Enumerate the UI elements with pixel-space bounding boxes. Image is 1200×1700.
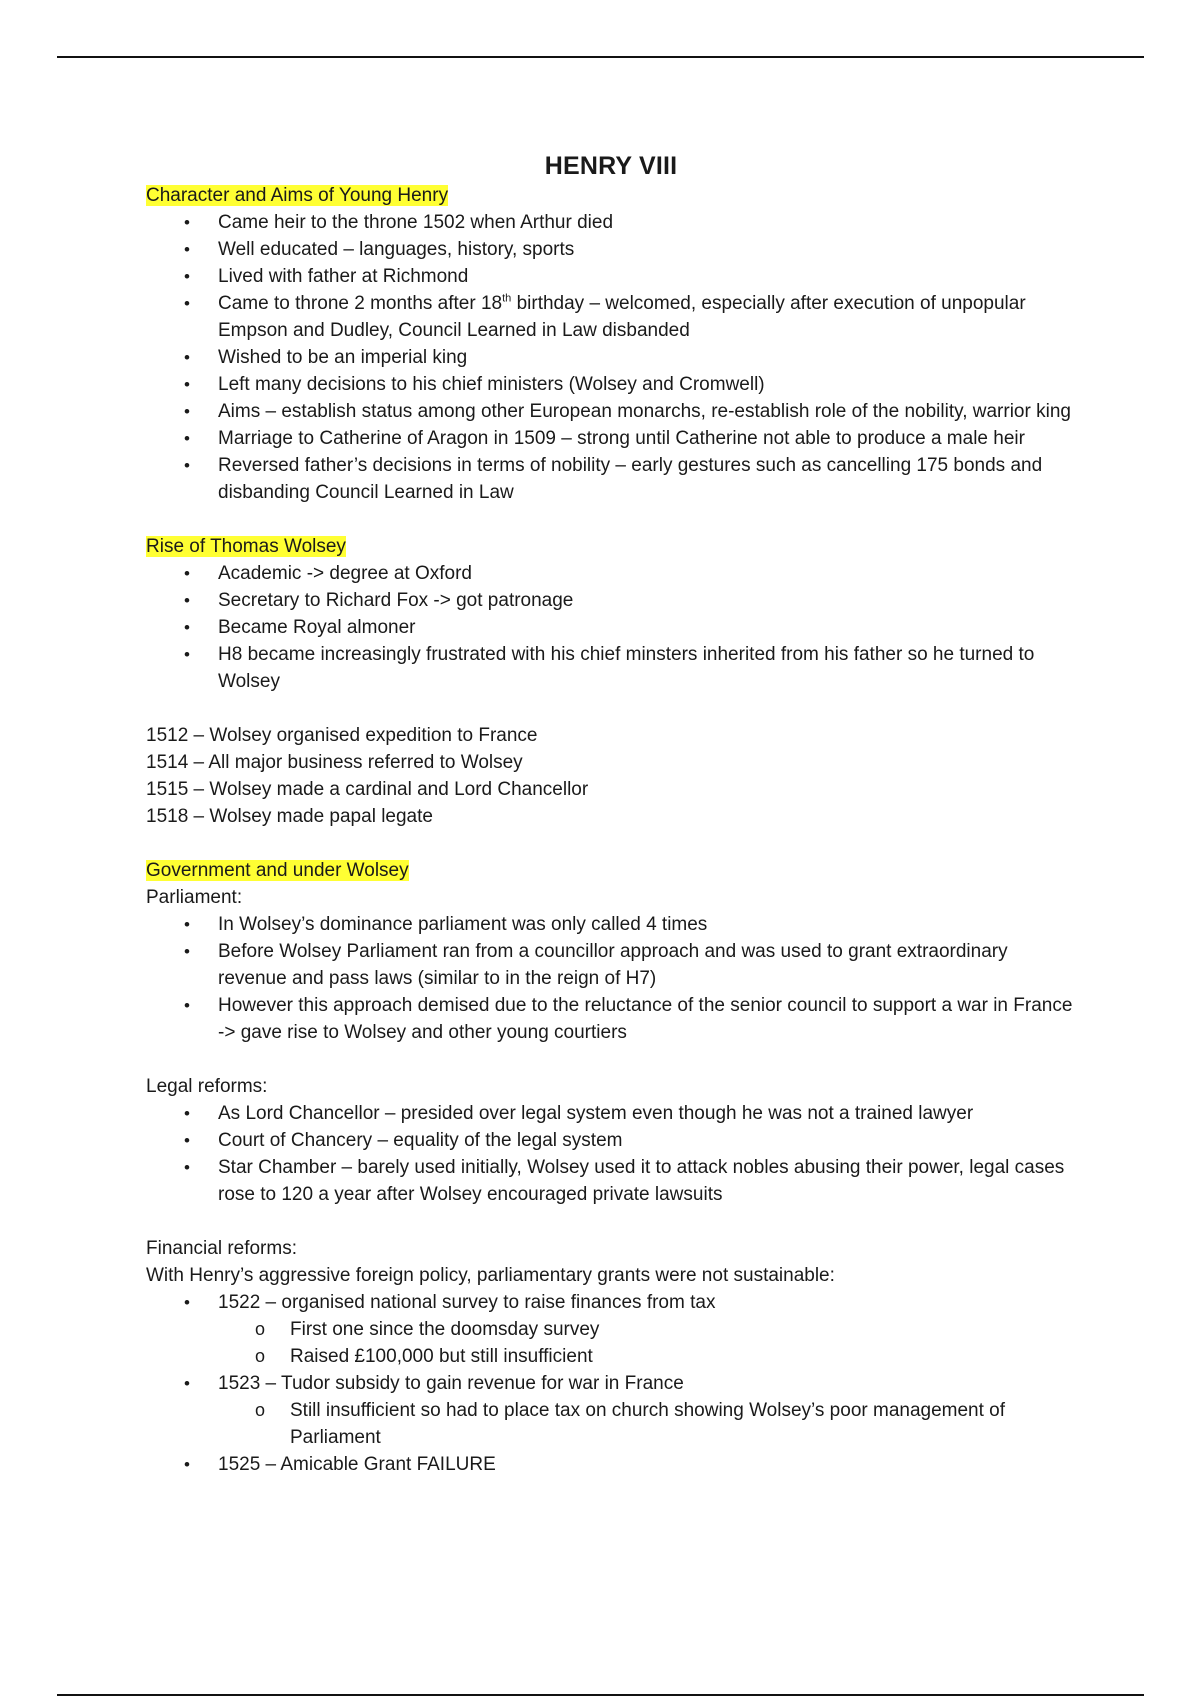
section-heading-rise-of-wolsey: Rise of Thomas Wolsey	[146, 536, 346, 557]
sub-bullet-icon: o	[255, 1346, 266, 1366]
bullet-icon: •	[184, 1131, 190, 1150]
sub-bullet-icon: o	[255, 1400, 266, 1420]
spacer	[146, 695, 1076, 722]
subheading-legal-reforms: Legal reforms:	[146, 1076, 268, 1097]
sub-list-item: o First one since the doomsday survey	[218, 1316, 1076, 1343]
bullet-icon: •	[184, 915, 190, 934]
sub-list	[218, 1397, 1076, 1451]
list-item: • 1525 – Amicable Grant FAILURE	[146, 1451, 1076, 1478]
list-item: • Left many decisions to his chief ministers (Wolsey and Cromwell)	[146, 371, 1076, 398]
bullet-icon: •	[184, 942, 190, 961]
footer-rule	[57, 1694, 1144, 1696]
list-item: • Aims – establish status among other European monarchs, re-establish role of the nobility, warrior king	[146, 398, 1076, 425]
subheading-parliament: Parliament:	[146, 887, 243, 908]
list-item: • In Wolsey’s dominance parliament was only called 4 times	[146, 911, 1076, 938]
bullet-icon: •	[184, 1104, 190, 1123]
bullet-icon: •	[184, 1374, 190, 1393]
subheading-financial-reforms: Financial reforms:	[146, 1238, 297, 1259]
bullet-icon: •	[184, 402, 190, 421]
bullet-icon: •	[184, 1455, 190, 1474]
bullet-icon: •	[184, 429, 190, 448]
list-item: • Became Royal almoner	[146, 614, 1076, 641]
bullet-icon: •	[184, 294, 190, 313]
list-item: • Came to throne 2 months after 18th birthday – welcomed, especially after execution of unpopular Empson and Dudley, Council Learned in Law disbanded	[146, 290, 1076, 344]
spacer	[146, 830, 1076, 857]
sub-list-item: o Still insufficient so had to place tax on church showing Wolsey’s poor management of Parliament	[218, 1397, 1076, 1451]
legal-reforms-list	[146, 1100, 1076, 1208]
list-item: • Academic -> degree at Oxford	[146, 560, 1076, 587]
bullet-icon: •	[184, 618, 190, 637]
timeline-entry: 1518 – Wolsey made papal legate	[146, 806, 433, 827]
document-body	[146, 150, 1076, 1478]
bullet-icon: •	[184, 1158, 190, 1177]
bullet-icon: •	[184, 564, 190, 583]
list-item: • As Lord Chancellor – presided over legal system even though he was not a trained lawyer	[146, 1100, 1076, 1127]
bullet-icon: •	[184, 267, 190, 286]
bullet-icon: •	[184, 645, 190, 664]
bullet-icon: •	[184, 1293, 190, 1312]
list-item: • Came heir to the throne 1502 when Arthur died	[146, 209, 1076, 236]
list-item: • Court of Chancery – equality of the legal system	[146, 1127, 1076, 1154]
rise-of-wolsey-list	[146, 560, 1076, 695]
sub-bullet-icon: o	[255, 1319, 266, 1339]
timeline-entry: 1515 – Wolsey made a cardinal and Lord Chancellor	[146, 779, 589, 800]
bullet-icon: •	[184, 996, 190, 1015]
timeline-entry: 1514 – All major business referred to Wolsey	[146, 752, 523, 773]
list-item: • Well educated – languages, history, sports	[146, 236, 1076, 263]
list-item: • Before Wolsey Parliament ran from a councillor approach and was used to grant extraordinary revenue and pass laws (similar to in the reign of H7)	[146, 938, 1076, 992]
list-item: • Marriage to Catherine of Aragon in 1509 – strong until Catherine not able to produce a male heir	[146, 425, 1076, 452]
list-item: • 1522 – organised national survey to raise finances from tax o First one since the doomsday survey o Raised £100,000 but still insufficient	[146, 1289, 1076, 1370]
financial-intro: With Henry’s aggressive foreign policy, parliamentary grants were not sustainable:	[146, 1265, 835, 1286]
page-title: HENRY VIII	[544, 152, 678, 180]
bullet-icon: •	[184, 348, 190, 367]
list-item: • Secretary to Richard Fox -> got patronage	[146, 587, 1076, 614]
bullet-icon: •	[184, 456, 190, 475]
spacer	[146, 1046, 1076, 1073]
financial-reforms-list	[146, 1289, 1076, 1478]
list-item: • Star Chamber – barely used initially, Wolsey used it to attack nobles abusing their power, legal cases rose to 120 a year after Wolsey encouraged private lawsuits	[146, 1154, 1076, 1208]
list-item: • However this approach demised due to the reluctance of the senior council to support a war in France -> gave rise to Wolsey and other young courtiers	[146, 992, 1076, 1046]
character-aims-list	[146, 209, 1076, 506]
timeline-entry: 1512 – Wolsey organised expedition to France	[146, 725, 538, 746]
spacer	[146, 1208, 1076, 1235]
section-heading-character-aims: Character and Aims of Young Henry	[146, 185, 449, 206]
list-item: • 1523 – Tudor subsidy to gain revenue for war in France o Still insufficient so had to place tax on church showing Wolsey’s poor management of Parliament	[146, 1370, 1076, 1451]
bullet-icon: •	[184, 375, 190, 394]
parliament-list	[146, 911, 1076, 1046]
spacer	[146, 506, 1076, 533]
list-item: • Lived with father at Richmond	[146, 263, 1076, 290]
bullet-icon: •	[184, 213, 190, 232]
sub-list	[218, 1316, 1076, 1370]
bullet-icon: •	[184, 240, 190, 259]
list-item: • Reversed father’s decisions in terms of nobility – early gestures such as cancelling 175 bonds and disbanding Council Learned in Law	[146, 452, 1076, 506]
list-item: • H8 became increasingly frustrated with his chief minsters inherited from his father so he turned to Wolsey	[146, 641, 1076, 695]
sub-list-item: o Raised £100,000 but still insufficient	[218, 1343, 1076, 1370]
bullet-icon: •	[184, 591, 190, 610]
list-item: • Wished to be an imperial king	[146, 344, 1076, 371]
section-heading-government: Government and under Wolsey	[146, 860, 409, 881]
header-rule	[57, 56, 1144, 58]
